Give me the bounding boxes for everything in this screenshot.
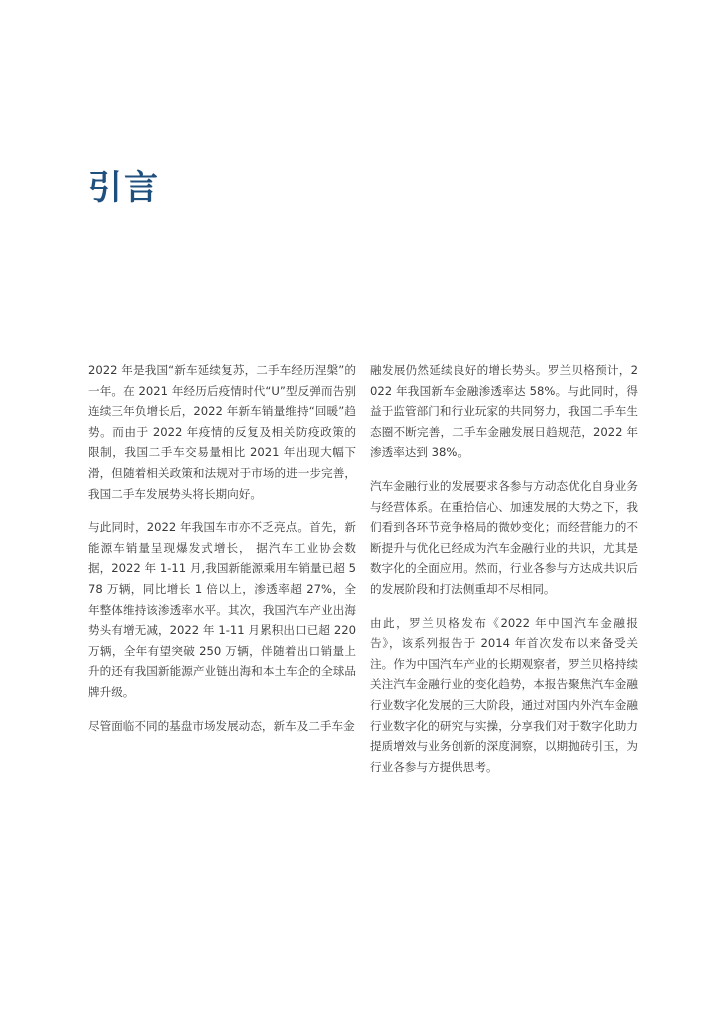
paragraph: 汽车金融行业的发展要求各参与方动态优化自身业务与经营体系。在重拾信心、加速发展的大势之下，我们看到各环节竞争格局的微妙变化；而经营能力的不断提升与优化已经成为汽车金融行业的共识，尤其是数字化的全面应用。然而，行业各参与方达成共识后的发展阶段和打法侧重却不尽相同。 (370, 478, 638, 596)
page-title: 引言 (88, 168, 160, 208)
paragraph: 尽管面临不同的基盘市场发展动态，新车及二手车金 (88, 718, 355, 733)
paragraph: 由此，罗兰贝格发布《2022 年中国汽车金融报告》，该系列报告于 2014 年首次发布以来备受关注。作为中国汽车产业的长期观察者，罗兰贝格持续关注汽车金融行业的变化趋势，本报告聚焦汽车金融行业数字化发展的三大阶段，通过对国内外汽车金融行业数字化的研究与实操，分享我们对于数字化助力提质增效与业务创新的深度洞察，以期抛砖引玉，为行业各参与方提供思考。 (370, 615, 638, 774)
paragraph: 2022 年是我国“新车延续复苏，二手车经历涅槃”的一年。在 2021 年经历后疫情时代“U”型反弹而告别连续三年负增长后，2022 年新车销量维持“回暖”趋势。而由于 2022 年疫情的反复及相关防疫政策的限制，我国二手车交易量相比 2021 年出现大幅下滑，但随着相关政策和法规对于市场的进一步完善，我国二手车发展势头将长期向好。 (88, 363, 356, 501)
right-text-column (370, 360, 638, 790)
paragraph: 与此同时，2022 年我国车市亦不乏亮点。首先，新能源车销量呈现爆发式增长， 据汽车工业协会数据，2022 年 1-11 月,我国新能源乘用车销量已超 578 万辆，同比增长 1 倍以上，渗透率超 27%，全年整体维持该渗透率水平。其次，我国汽车产业出海势头有增无减，2022 年 1-11 月累积出口已超 220 万辆，全年有望突破 250 万辆，伴随着出口销量上升的还有我国新能源产业链出海和本土车企的全球品牌升级。 (88, 520, 356, 699)
left-text-column (88, 360, 356, 749)
paragraph: 融发展仍然延续良好的增长势头。罗兰贝格预计，2022 年我国新车金融渗透率达 58%。与此同时，得益于监管部门和行业玩家的共同努力，我国二手车生态圈不断完善，二手车金融发展日趋规范，2022 年渗透率达到 38%。 (370, 363, 638, 460)
